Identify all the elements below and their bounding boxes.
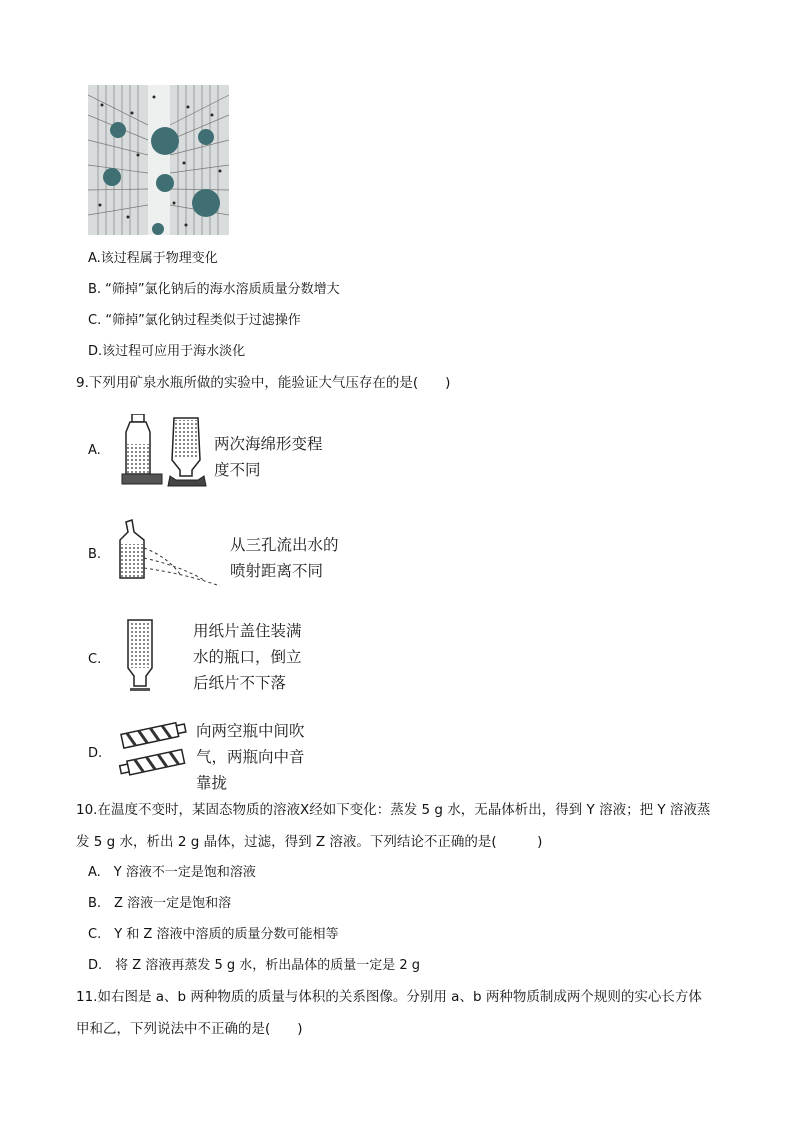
q10-stem: [76, 794, 726, 858]
two-bottles-blow-figure: [114, 720, 190, 782]
caption-line: 两次海绵形变程: [214, 435, 323, 453]
q9-option-d-caption: [196, 718, 305, 796]
q9-option-c-caption: [193, 618, 302, 696]
caption-line: 度不同: [214, 461, 261, 479]
q10-option-c: C. Y 和 Z 溶液中溶质的质量分数可能相等: [88, 927, 339, 942]
q9-option-c-letter: C.: [88, 652, 102, 667]
q10-stem-line: 10.在温度不变时，某固态物质的溶液X经如下变化：蒸发 5 g 水，无晶体析出，得到 Y 溶液；把 Y 溶液蒸: [76, 802, 711, 818]
q10-option-a: A. Y 溶液不一定是饱和溶液: [88, 865, 256, 880]
caption-line: 后纸片不下落: [193, 674, 287, 692]
caption-line: 向两空瓶中间吹: [196, 722, 305, 740]
caption-line: 用纸片盖住装满: [193, 622, 302, 640]
q8-option-d: D.该过程可应用于海水淡化: [88, 344, 246, 359]
q8-option-b: B. “筛掉”氯化钠后的海水溶质质量分数增大: [88, 282, 340, 297]
q11-stem-line: 11.如右图是 a、b 两种物质的质量与体积的关系图像。分别用 a、b 两种物质制成两个规则的实心长方体: [76, 989, 702, 1005]
q9-option-d-letter: D.: [88, 746, 103, 761]
sponge-bottles-figure: [118, 414, 210, 488]
caption-line: 水的瓶口，倒立: [193, 648, 302, 666]
caption-line: 从三孔流出水的: [230, 536, 339, 554]
q11-stem-line: 甲和乙，下列说法中不正确的是( ): [76, 1021, 303, 1037]
q9-option-a-letter: A.: [88, 443, 101, 458]
q10-option-b: B. Z 溶液一定是饱和溶: [88, 896, 232, 911]
q9-option-b-caption: [230, 532, 339, 584]
caption-line: 靠拢: [196, 774, 228, 792]
three-holes-bottle-figure: [116, 518, 224, 590]
membrane-filter-image: [88, 85, 229, 235]
inverted-bottle-paper-figure: [126, 618, 156, 694]
q8-option-c: C. “筛掉”氯化钠过程类似于过滤操作: [88, 313, 301, 328]
caption-line: 气，两瓶向中音: [196, 748, 305, 766]
q9-option-a-caption: [214, 431, 323, 483]
caption-line: 喷射距离不同: [230, 562, 324, 580]
q11-stem: [76, 981, 726, 1045]
q9-option-b-letter: B.: [88, 547, 102, 562]
q10-stem-line: 发 5 g 水，析出 2 g 晶体，过滤，得到 Z 溶液。下列结论不正确的是( ): [76, 834, 543, 850]
q9-stem: 9.下列用矿泉水瓶所做的实验中，能验证大气压存在的是( ): [76, 375, 451, 391]
q8-option-a: A.该过程属于物理变化: [88, 251, 218, 266]
q10-option-d: D. 将 Z 溶液再蒸发 5 g 水，析出晶体的质量一定是 2 g: [88, 958, 421, 973]
